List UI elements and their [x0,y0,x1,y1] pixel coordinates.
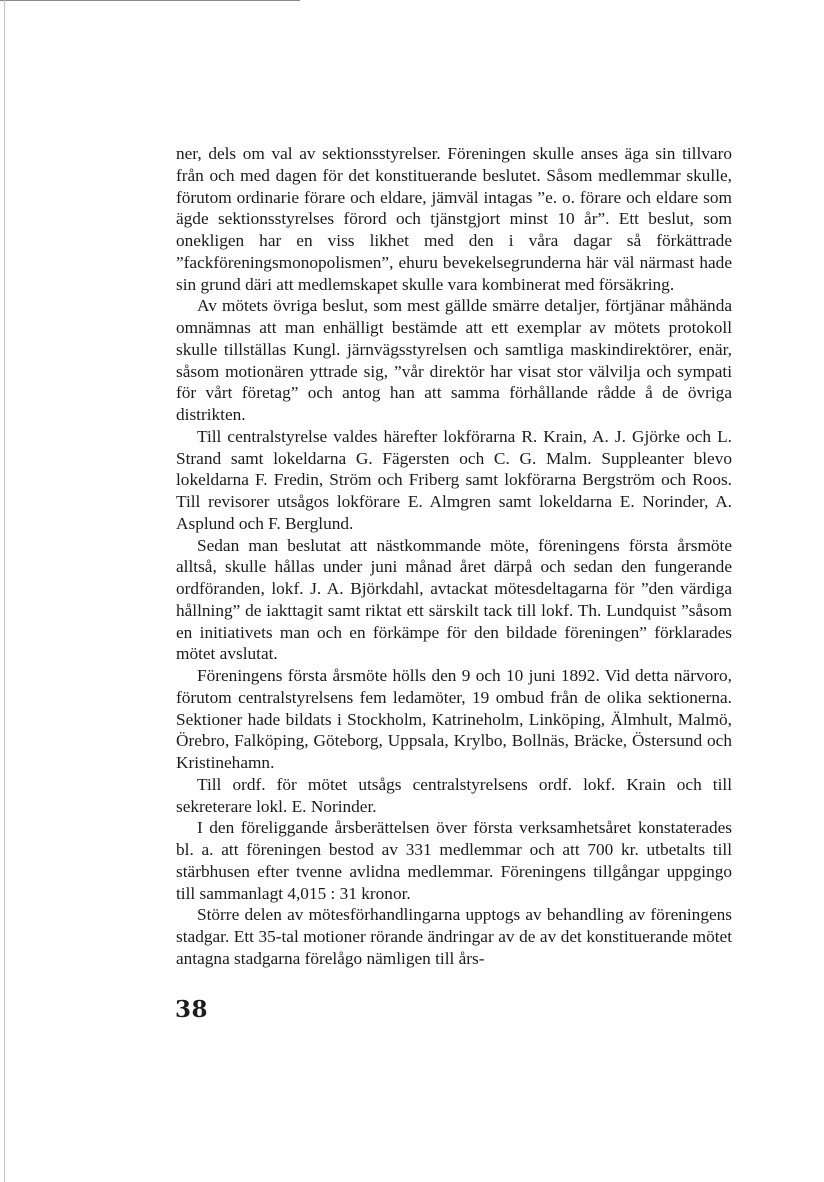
body-text [176,143,732,970]
paragraph-5: Föreningens första årsmöte hölls den 9 och 10 juni 1892. Vid detta närvoro, förutom centralstyrelsens fem ledamöter, 19 ombud från de olika sektionerna. Sektioner hade bildats i Stockholm, Katrineholm, Linköping, Älmhult, Malmö, Örebro, Falköping, Göteborg, Uppsala, Krylbo, Bollnäs, Bräcke, Östersund och Kristinehamn. [176,666,732,772]
paragraph-7: I den föreliggande årsberättelsen över första verksamhetsåret konstaterades bl. a. att föreningen bestod av 331 medlemmar och att 700 kr. utbetalts till stärbhusen efter tvenne avlidna medlemmar. Föreningens tillgångar uppgingo till sammanlagt 4,015 : 31 kronor. [176,818,732,903]
paragraph-4: Sedan man beslutat att nästkommande möte, föreningens första årsmöte alltså, skulle hållas under juni månad året därpå och sedan den fungerande ordföranden, lokf. J. A. Björkdahl, avtackat mötesdeltagarna för ”den värdiga hållning” de iakttagit samt riktat ett särskilt tack till lokf. Th. Lundquist ”såsom en initiativets man och en förkämpe för den bildade föreningen” förklarades mötet avslutat. [176,535,732,664]
paragraph-3: Till centralstyrelse valdes härefter lokförarna R. Krain, A. J. Gjörke och L. Strand samt lokeldarna G. Fägersten och C. G. Malm. Suppleanter blevo lokeldarna F. Fredin, Ström och Friberg samt lokförarna Bergström och Roos. Till revisorer utsågos lokförare E. Almgren samt lokeldarna E. Norinder, A. Asplund och F. Berglund. [176,426,732,533]
paragraph-8: Större delen av mötesförhandlingarna upptogs av behandling av föreningens stadgar. Ett 35-tal motioner rörande ändringar av de av det konstituerande mötet antagna stadgarna förelågo nämligen till års- [176,905,732,968]
page-number: 38 [175,996,209,1023]
left-edge-rule [4,0,5,1182]
paragraph-1: ner, dels om val av sektionsstyrelser. Föreningen skulle anses äga sin tillvaro från och med dagen för det konstituerande beslutet. Såsom medlemmar skulle, förutom ordinarie förare och eldare, jämväl intagas ”e. o. förare och eldare som ägde sektionsstyrelses förord och tjänstgjort minst 10 år”. Ett beslut, som onekligen har en viss likhet med den i våra dagar så förkättrade ”fackföreningsmonopolismen”, ehuru bevekelsegrunderna här väl närmast hade sin grund däri att medlemskapet skulle vara kombinerat med försäkring. [176,144,732,294]
paragraph-2: Av mötets övriga beslut, som mest gällde smärre detaljer, förtjänar måhända omnämnas att man enhälligt bestämde att ett exemplar av mötets protokoll skulle tillställas Kungl. järnvägsstyrelsen och samtliga maskindirektörer, enär, såsom motionären yttrade sig, ”vår direktör har visat stor välvilja och sympati för vårt företag” och antog han att samma förhållande rådde å de övriga distrikten. [176,296,732,424]
top-edge-rule [0,0,300,1]
paragraph-6: Till ordf. för mötet utsågs centralstyrelsens ordf. lokf. Krain och till sekreterare lokl. E. Norinder. [176,774,732,816]
